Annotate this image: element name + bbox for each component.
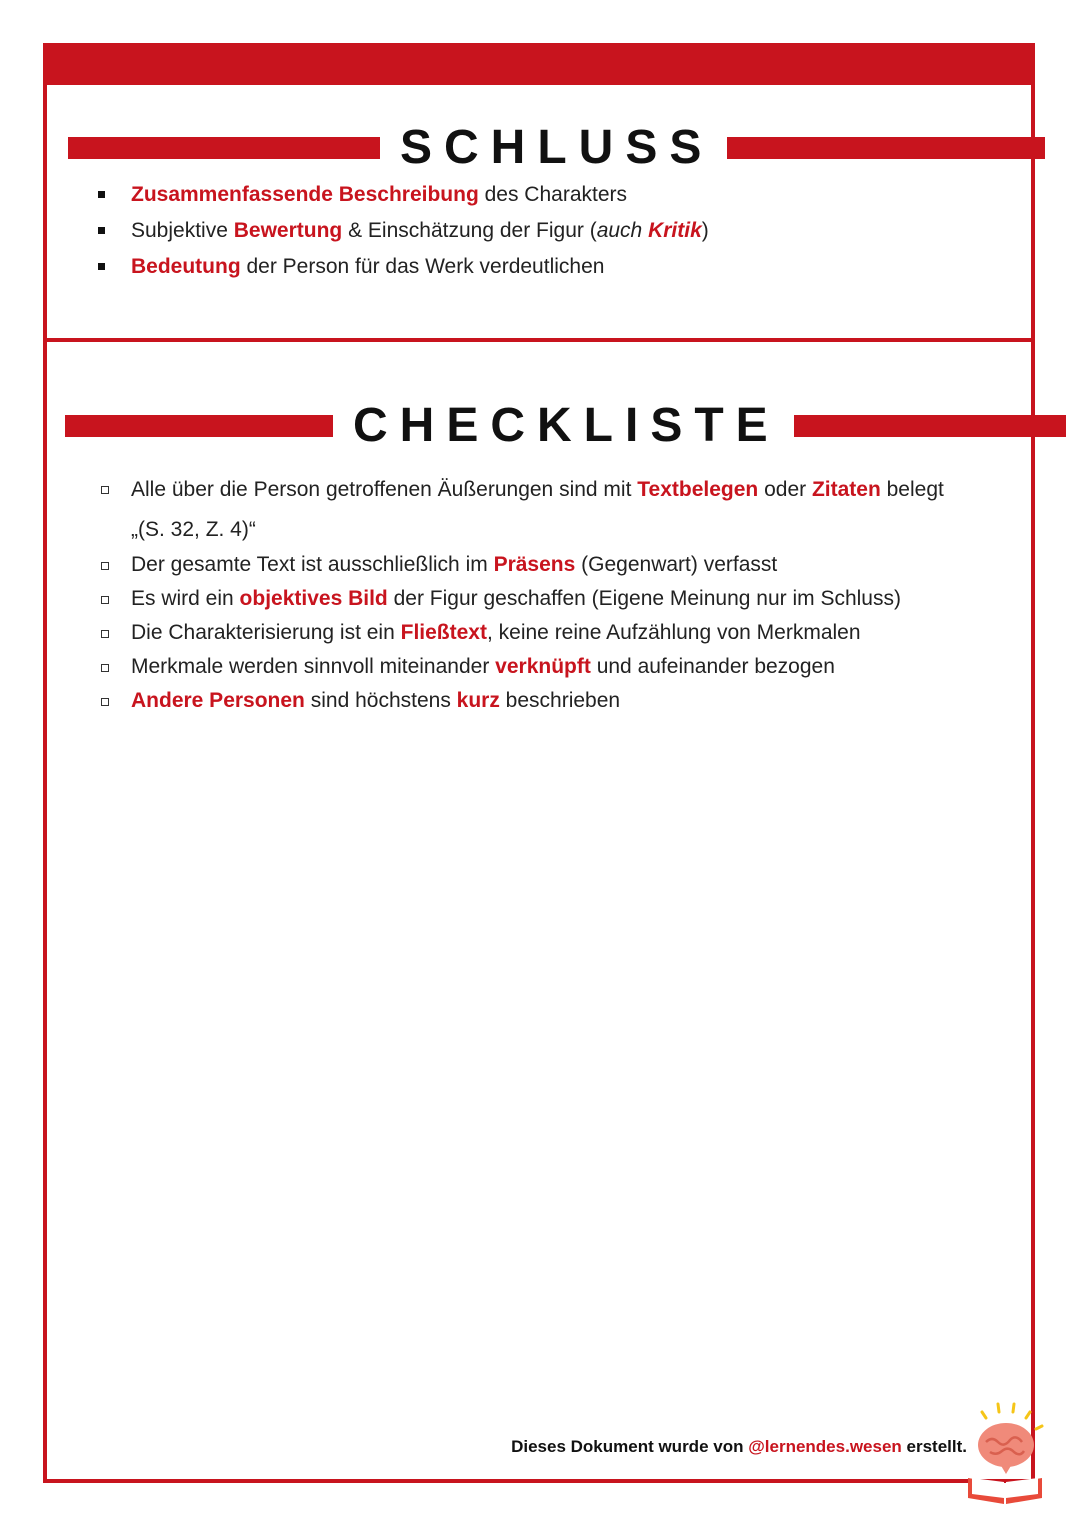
item-text: Der gesamte Text ist ausschließlich im — [131, 553, 494, 576]
top-banner — [43, 43, 1035, 85]
checkbox-icon[interactable] — [101, 664, 109, 672]
item-text: oder — [758, 478, 812, 501]
item-text: belegt — [880, 478, 944, 501]
checkbox-icon[interactable] — [101, 630, 109, 638]
footer-credit — [511, 1437, 967, 1457]
heading-bar-right — [727, 137, 1045, 159]
checklist-item — [43, 582, 1023, 616]
italic-text: auch — [596, 219, 649, 242]
item-text: des Charakters — [478, 183, 628, 206]
item-text: der Figur geschaffen (Eigene Meinung nur im Schluss) — [387, 587, 901, 610]
checkliste-title: CHECKLISTE — [353, 399, 780, 452]
checklist-item — [43, 650, 1023, 684]
checkbox-icon[interactable] — [101, 562, 109, 570]
item-text: Merkmale werden sinnvoll miteinander — [131, 655, 496, 678]
citation-example: „(S. 32, Z. 4)“ — [131, 518, 256, 541]
heading-bar-left — [65, 415, 333, 437]
schluss-list — [43, 177, 1023, 285]
highlight-text: Bewertung — [233, 219, 343, 242]
heading-bar-left — [68, 137, 380, 159]
highlight-text: objektives Bild — [239, 587, 388, 610]
checkbox-icon[interactable] — [101, 486, 109, 494]
list-item — [43, 249, 1023, 285]
heading-bar-right — [794, 415, 1066, 437]
highlight-text: Zitaten — [811, 478, 881, 501]
footer-prefix: Dieses Dokument wurde von — [511, 1437, 749, 1456]
item-text: , keine reine Aufzählung von Merkmalen — [486, 621, 861, 644]
bullet-icon — [98, 263, 105, 270]
schluss-heading — [68, 121, 1045, 174]
list-item — [43, 177, 1023, 213]
highlight-text: verknüpft — [495, 655, 591, 678]
highlight-text: Textbelegen — [637, 478, 759, 501]
item-text: Subjektive — [131, 219, 234, 242]
highlight-text: Fließtext — [400, 621, 487, 644]
highlight-text: Präsens — [493, 553, 576, 576]
item-text: (Gegenwart) verfasst — [575, 553, 778, 576]
checklist-item — [43, 472, 1023, 548]
item-text: beschrieben — [499, 689, 621, 712]
checkliste-list — [43, 472, 1023, 718]
checklist-item — [43, 548, 1023, 582]
item-text: Alle über die Person getroffenen Äußerungen sind mit — [131, 478, 638, 501]
section-divider — [43, 338, 1035, 342]
highlight-text: kurz — [456, 689, 500, 712]
schluss-title: SCHLUSS — [400, 121, 714, 174]
checkbox-icon[interactable] — [101, 596, 109, 604]
item-text: Es wird ein — [131, 587, 240, 610]
highlight-text: Kritik — [648, 219, 702, 242]
item-text: und aufeinander bezogen — [590, 655, 835, 678]
item-text: der Person für das Werk verdeutlichen — [240, 255, 605, 278]
checkliste-heading — [65, 399, 1066, 452]
checklist-item — [43, 684, 1023, 718]
bullet-icon — [98, 191, 105, 198]
highlight-text: Andere Personen — [131, 689, 305, 712]
footer-suffix: erstellt. — [901, 1437, 967, 1456]
item-text: & Einschätzung der Figur ( — [342, 219, 597, 242]
highlight-text: Zusammenfassende Beschreibung — [131, 183, 479, 206]
item-text: ) — [701, 219, 709, 242]
brain-book-logo-icon — [962, 1400, 1048, 1510]
list-item — [43, 213, 1023, 249]
bullet-icon — [98, 227, 105, 234]
highlight-text: Bedeutung — [131, 255, 241, 278]
author-handle-link[interactable]: @lernendes.wesen — [748, 1437, 902, 1456]
checkbox-icon[interactable] — [101, 698, 109, 706]
item-text: sind höchstens — [304, 689, 457, 712]
item-text: Die Charakterisierung ist ein — [131, 621, 401, 644]
checklist-item — [43, 616, 1023, 650]
